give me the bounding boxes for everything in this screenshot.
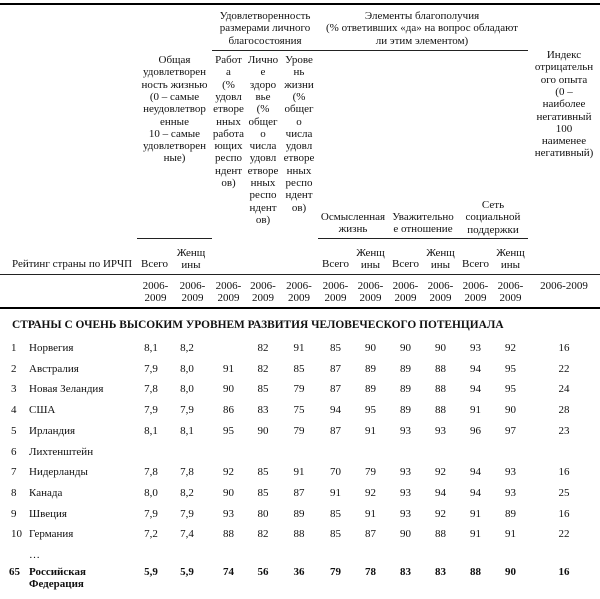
header-health: ов): [255, 213, 271, 226]
header-women: Женщ: [496, 247, 525, 259]
header-living-standard: о: [296, 115, 302, 128]
row-value: 94: [435, 486, 446, 499]
row-value: 91: [470, 507, 481, 520]
row-value: 91: [223, 362, 234, 375]
row-value: 89: [293, 507, 305, 520]
row-value: 91: [470, 404, 481, 417]
row-value: 88: [435, 404, 446, 417]
row-value: 92: [365, 486, 376, 499]
row-value: 95: [505, 383, 516, 396]
header-overall-satisfaction: ность жизнью: [141, 78, 208, 91]
row-value: 5,9: [144, 566, 158, 578]
header-work: респо: [215, 152, 242, 165]
row-value: 5,9: [180, 566, 194, 578]
row-value: 90: [223, 486, 234, 499]
row-value: 79: [293, 424, 305, 437]
period-label: 2006-: [142, 280, 169, 292]
header-work: а: [226, 66, 231, 79]
header-women: ины: [360, 259, 381, 271]
row-country: Канада: [29, 486, 63, 499]
row-country: Австралия: [29, 362, 79, 375]
row-value: 92: [505, 342, 516, 354]
row-value: 90: [435, 342, 446, 354]
header-living-standard: нных: [286, 164, 312, 177]
period-label: 2009: [252, 292, 274, 304]
row-value: 85: [293, 362, 305, 375]
row-value: 28: [558, 404, 570, 417]
header-living-standard: удовл: [285, 140, 313, 153]
row-value: 78: [365, 566, 376, 578]
row-value: 94: [470, 466, 481, 479]
header-total: Всего: [322, 258, 349, 270]
header-overall-satisfaction: неудовлетвор: [143, 103, 206, 116]
row-country: Германия: [29, 528, 74, 541]
row-rank: 7: [11, 466, 17, 479]
row-value: 87: [365, 528, 376, 541]
row-value: 82: [257, 528, 269, 541]
header-negative-experience: Индекс: [546, 49, 582, 61]
header-living-standard: ов): [291, 201, 307, 214]
header-health: етворе: [247, 164, 279, 177]
row-value: 86: [223, 404, 234, 417]
header-social-network: социальной: [465, 211, 521, 224]
row-value: 24: [558, 383, 570, 396]
row-value: 87: [330, 383, 341, 396]
row-value: 8,1: [180, 424, 194, 437]
header-overall-satisfaction: (0 – самые: [149, 90, 200, 103]
header-elements-group: (% ответивших «да» на вопрос обладают: [326, 22, 518, 35]
period-label: 2006-: [179, 280, 206, 292]
row-value: 88: [435, 362, 446, 375]
row-value: 87: [330, 362, 341, 375]
header-respect: е отношение: [393, 223, 453, 236]
period-label: 2006-: [286, 280, 312, 292]
row-value: 83: [400, 566, 411, 578]
row-country: Российская: [29, 566, 86, 578]
header-living-standard: респо: [285, 177, 313, 189]
row-value: 93: [400, 486, 411, 499]
row-value: 16: [558, 566, 570, 578]
row-value: 89: [400, 362, 411, 375]
period-label: 2006-: [357, 280, 384, 292]
period-label: 2009: [288, 292, 310, 304]
row-value: 88: [223, 528, 234, 541]
row-value: 8,2: [180, 486, 194, 499]
period-label: 2009: [499, 292, 522, 304]
header-living-standard: числа: [285, 127, 313, 140]
ellipsis: …: [29, 549, 40, 561]
row-rank: 2: [11, 362, 17, 375]
header-health: числа: [249, 140, 277, 153]
header-work: етворе: [213, 103, 244, 116]
row-value: 7,4: [180, 528, 194, 541]
row-value: 8,1: [144, 424, 158, 437]
row-value: 22: [558, 528, 570, 541]
header-overall-satisfaction: 10 – самые: [148, 127, 201, 140]
row-value: 16: [558, 342, 570, 354]
row-value: 83: [435, 566, 446, 578]
row-value: 7,8: [144, 383, 158, 396]
header-work: ющих: [214, 140, 243, 153]
row-country: Швеция: [29, 507, 67, 520]
row-value: 93: [435, 424, 446, 437]
row-value: 91: [505, 528, 516, 541]
row-value: 7,9: [180, 404, 194, 417]
rule-line: [137, 238, 212, 239]
row-value: 79: [365, 466, 376, 479]
row-value: 7,8: [144, 466, 158, 479]
rule-line: [0, 274, 600, 275]
row-country: Новая Зеландия: [29, 383, 104, 396]
row-value: 93: [505, 486, 516, 499]
row-value: 8,1: [144, 342, 158, 354]
header-total: Всего: [462, 258, 489, 270]
row-value: 88: [470, 566, 481, 578]
row-country: Федерация: [29, 578, 84, 591]
header-work: нных: [216, 115, 241, 128]
period-label: 2006-: [215, 280, 242, 292]
row-value: 88: [435, 528, 446, 541]
row-value: 85: [257, 486, 269, 499]
row-value: 91: [293, 342, 305, 354]
row-value: 93: [223, 507, 234, 520]
row-value: 7,9: [144, 507, 158, 520]
row-value: 87: [330, 424, 341, 437]
header-meaningful-life: Осмысленная: [320, 211, 386, 223]
row-value: 90: [257, 424, 269, 437]
period-label: 2006-2009: [540, 280, 588, 292]
header-women: Женщ: [356, 247, 385, 259]
header-overall-satisfaction: ные): [163, 152, 186, 165]
period-label: 2009: [464, 292, 487, 304]
row-value: 75: [293, 404, 305, 417]
row-value: 92: [435, 466, 446, 479]
header-negative-experience: 100: [555, 122, 573, 135]
row-value: 56: [257, 566, 269, 578]
row-country: Ирландия: [29, 424, 76, 437]
header-elements-group: Элементы благополучия: [364, 10, 480, 22]
row-rank: 9: [11, 507, 17, 520]
row-value: 87: [293, 486, 305, 499]
row-value: 94: [470, 383, 481, 396]
row-value: 22: [558, 362, 570, 375]
row-value: 85: [330, 342, 341, 354]
header-living-standard: нь: [293, 66, 305, 79]
row-rank: 1: [11, 342, 17, 354]
header-overall-satisfaction: енные: [160, 115, 189, 128]
header-living-standard: (%: [292, 90, 306, 103]
row-value: 79: [330, 566, 341, 578]
row-value: 70: [330, 466, 341, 479]
row-value: 93: [400, 507, 411, 520]
row-value: 8,0: [144, 486, 158, 499]
row-value: 7,9: [180, 507, 194, 520]
row-value: 95: [505, 362, 516, 375]
period-label: 2006-: [250, 280, 276, 292]
row-value: 91: [330, 486, 341, 499]
header-women: Женщ: [426, 247, 455, 259]
row-value: 97: [505, 424, 516, 437]
row-value: 82: [257, 342, 269, 354]
header-elements-group: ли этим элементом): [375, 34, 469, 47]
header-work: ндент: [214, 164, 243, 177]
period-label: 2009: [359, 292, 382, 304]
row-value: 88: [435, 383, 446, 396]
row-rank: 5: [11, 424, 17, 437]
period-label: 2006-: [497, 280, 524, 292]
period-label: 2009: [324, 292, 347, 304]
row-rank: 3: [11, 383, 17, 396]
row-value: 89: [400, 383, 411, 396]
header-women: Женщ: [176, 247, 206, 259]
row-value: 94: [470, 486, 481, 499]
row-value: 90: [365, 342, 376, 354]
header-health: о: [260, 127, 266, 140]
header-health: е: [260, 66, 266, 79]
header-work: ов): [221, 177, 236, 189]
row-value: 89: [505, 507, 516, 520]
row-value: 80: [257, 507, 269, 520]
row-value: 7,2: [144, 528, 158, 541]
header-health: удовл: [249, 152, 277, 165]
row-value: 90: [400, 342, 411, 354]
row-value: 88: [293, 528, 305, 541]
period-label: 2009: [394, 292, 417, 304]
row-value: 7,9: [144, 404, 158, 417]
period-label: 2009: [429, 292, 452, 304]
header-meaningful-life: жизнь: [338, 223, 368, 236]
header-work: удовл: [215, 90, 242, 103]
row-value: 93: [400, 424, 411, 437]
row-value: 95: [223, 424, 234, 437]
header-negative-experience: наиболее: [542, 98, 586, 111]
header-living-standard: жизни: [284, 78, 314, 91]
row-value: 92: [435, 507, 446, 520]
row-value: 94: [470, 362, 481, 375]
row-value: 90: [223, 383, 234, 396]
header-negative-experience: негативный: [536, 110, 592, 123]
header-negative-experience: отрицательн: [534, 61, 594, 74]
row-value: 93: [505, 466, 516, 479]
header-overall-satisfaction: Общая: [158, 54, 191, 66]
row-value: 8,0: [180, 383, 194, 396]
header-negative-experience: негативный): [534, 147, 594, 160]
row-value: 36: [293, 566, 305, 578]
row-value: 23: [558, 424, 570, 437]
row-country: Лихтенштейн: [29, 445, 94, 458]
header-work: (%: [222, 78, 235, 91]
row-value: 8,0: [180, 362, 194, 375]
period-label: 2009: [181, 292, 204, 304]
header-work: Работ: [215, 54, 242, 66]
row-rank: 6: [11, 445, 17, 458]
row-value: 16: [558, 466, 570, 479]
row-value: 25: [558, 486, 570, 499]
row-value: 79: [293, 383, 305, 396]
row-value: 92: [223, 466, 234, 479]
row-value: 16: [558, 507, 570, 520]
rule-line: [318, 50, 528, 51]
row-value: 93: [400, 466, 411, 479]
header-total: Всего: [392, 258, 419, 270]
header-health: ндент: [249, 201, 277, 214]
period-label: 2009: [144, 292, 167, 304]
row-value: 90: [505, 404, 516, 417]
row-country: Норвегия: [29, 342, 74, 354]
header-satisfaction-group: благосостояния: [228, 34, 302, 47]
header-overall-satisfaction: удовлетворен: [142, 66, 207, 79]
row-value: 89: [365, 362, 376, 375]
row-value: 95: [365, 404, 376, 417]
header-living-standard: етворе: [283, 152, 315, 165]
header-health: респо: [249, 189, 277, 202]
row-value: 82: [257, 362, 269, 375]
row-value: 91: [470, 528, 481, 541]
header-health: (%: [256, 103, 270, 116]
row-value: 83: [257, 404, 269, 417]
row-value: 7,9: [144, 362, 158, 375]
rule-line: [318, 238, 528, 239]
row-rank: 65: [9, 566, 20, 578]
rule-line: [0, 3, 600, 5]
row-value: 7,8: [180, 466, 194, 479]
row-rank: 4: [11, 404, 17, 417]
header-women: ины: [181, 259, 201, 271]
row-value: 85: [330, 507, 341, 520]
header-social-network: Сеть: [481, 199, 505, 211]
row-value: 90: [505, 566, 516, 578]
row-value: 93: [470, 342, 481, 354]
header-negative-experience: наименее: [541, 135, 587, 148]
row-value: 85: [330, 528, 341, 541]
header-health: нных: [250, 177, 276, 189]
header-satisfaction-group: Удовлетворенность: [219, 10, 311, 22]
header-social-network: поддержки: [467, 223, 519, 236]
header-total: Всего: [141, 258, 168, 270]
header-health: общег: [248, 115, 278, 128]
rule-line: [212, 50, 318, 51]
header-overall-satisfaction: удовлетворен: [142, 140, 207, 153]
row-value: 89: [365, 383, 376, 396]
header-negative-experience: (0 –: [555, 85, 573, 98]
row-value: 94: [330, 404, 341, 417]
row-value: 89: [400, 404, 411, 417]
section-title: СТРАНЫ С ОЧЕНЬ ВЫСОКИМ УРОВНЕМ РАЗВИТИЯ ЧЕЛОВЕЧЕСКОГО ПОТЕНЦИАЛА: [12, 319, 504, 331]
header-satisfaction-group: размерами личного: [219, 22, 311, 35]
header-work: работа: [212, 127, 245, 140]
row-rank: 10: [11, 528, 22, 541]
header-rank: Рейтинг страны по ИРЧП: [12, 258, 133, 270]
row-value: 8,2: [180, 342, 194, 354]
period-label: 2006-: [427, 280, 454, 292]
header-negative-experience: ого опыта: [540, 73, 588, 86]
row-country: США: [29, 404, 56, 417]
row-rank: 8: [11, 486, 17, 499]
row-value: 90: [400, 528, 411, 541]
header-health: Лично: [247, 54, 279, 66]
header-living-standard: Урове: [285, 54, 313, 66]
row-value: 74: [223, 566, 234, 578]
row-value: 85: [257, 466, 269, 479]
period-label: 2006-: [462, 280, 489, 292]
period-label: 2006-: [392, 280, 419, 292]
period-label: 2009: [217, 292, 240, 304]
row-value: 96: [470, 424, 481, 437]
row-value: 91: [365, 507, 376, 520]
header-respect: Уважительно: [392, 211, 454, 223]
header-women: ины: [430, 259, 451, 271]
row-value: 85: [257, 383, 269, 396]
row-value: 91: [365, 424, 376, 437]
header-health: здоро: [249, 78, 277, 91]
rule-line: [0, 307, 600, 309]
header-health: вье: [255, 90, 271, 103]
row-country: Нидерланды: [29, 466, 88, 479]
header-women: ины: [500, 259, 521, 271]
header-living-standard: ндент: [285, 189, 313, 202]
header-living-standard: общег: [284, 103, 314, 116]
period-label: 2006-: [322, 280, 349, 292]
row-value: 91: [293, 466, 305, 479]
